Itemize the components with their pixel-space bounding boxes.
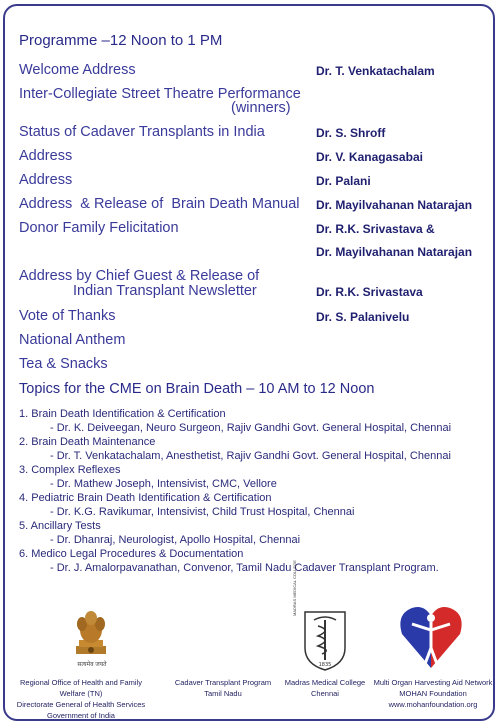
topic-speaker: - Dr. J. Amalorpavanathan, Convenor, Tamil Nadu Cadaver Transplant Program. <box>50 562 439 574</box>
programme-item: Address <box>19 148 73 164</box>
programme-speaker: Dr. V. Kanagasabai <box>316 150 423 164</box>
seal-year: 1835 <box>318 662 332 668</box>
programme-item-continued: Indian Transplant Newsletter <box>73 283 257 299</box>
programme-item: Address <box>19 172 73 188</box>
emblem-motto: सत्यमेव जयते <box>77 662 107 668</box>
ashoka-emblem-icon <box>68 606 114 668</box>
topic-title: 1. Brain Death Identification & Certification <box>19 408 226 420</box>
topic-speaker: - Dr. Mathew Joseph, Intensivist, CMC, Vellore <box>50 478 277 490</box>
programme-item: Inter-Collegiate Street Theatre Performance <box>19 86 301 102</box>
programme-speaker: Dr. Mayilvahanan Natarajan <box>316 198 473 212</box>
footer-org-ctp: Cadaver Transplant Program Tamil Nadu <box>174 678 272 698</box>
topic-speaker: - Dr. T. Venkatachalam, Anesthetist, Rajiv Gandhi Govt. General Hospital, Chennai <box>50 450 451 462</box>
topic-speaker: - Dr. Dhanraj, Neurologist, Apollo Hospital, Chennai <box>50 534 301 546</box>
programme-speaker: Dr. S. Palanivelu <box>316 310 410 324</box>
madras-medical-college-seal-icon <box>300 608 350 672</box>
programme-item: Status of Cadaver Transplants in India <box>19 124 265 140</box>
programme-item: Address by Chief Guest & Release of <box>19 268 260 284</box>
programme-item: Welcome Address <box>19 62 136 78</box>
programme-speaker-continued: Dr. Mayilvahanan Natarajan <box>316 245 473 259</box>
topic-title: 2. Brain Death Maintenance <box>19 436 156 448</box>
programme-speaker: Dr. Palani <box>316 174 371 188</box>
topic-title: 4. Pediatric Brain Death Identification & Certification <box>19 492 272 504</box>
seal-text: MADRAS MEDICAL COLLEGE <box>292 560 297 616</box>
programme-speaker: Dr. R.K. Srivastava <box>316 285 423 299</box>
programme-heading: Programme –12 Noon to 1 PM <box>19 32 223 49</box>
footer-org-gov: Regional Office of Health and Family Welfare (TN) Directorate General of Health Services Government of India <box>16 678 146 720</box>
footer-org-mohan: Multi Organ Harvesting Aid Network MOHAN Foundation www.mohanfoundation.org <box>373 678 493 709</box>
topic-speaker: - Dr. K.G. Ravikumar, Intensivist, Child Trust Hospital, Chennai <box>50 506 355 518</box>
cme-heading: Topics for the CME on Brain Death – 10 AM to 12 Noon <box>19 381 375 397</box>
topic-title: 3. Complex Reflexes <box>19 464 121 476</box>
footer-org-mmc: Madras Medical College Chennai <box>284 678 366 698</box>
programme-speaker: Dr. T. Venkatachalam <box>316 64 435 78</box>
programme-item: Tea & Snacks <box>19 356 108 372</box>
programme-speaker: Dr. R.K. Srivastava & <box>316 222 435 236</box>
programme-item: Vote of Thanks <box>19 308 116 324</box>
programme-item: National Anthem <box>19 332 126 348</box>
programme-speaker: Dr. S. Shroff <box>316 126 386 140</box>
topic-speaker: - Dr. K. Deiveegan, Neuro Surgeon, Rajiv Gandhi Govt. General Hospital, Chennai <box>50 422 452 434</box>
programme-item-continued: (winners) <box>231 100 291 116</box>
topic-title: 5. Ancillary Tests <box>19 520 101 532</box>
programme-item: Address & Release of Brain Death Manual <box>19 196 300 212</box>
mohan-heart-logo-icon <box>398 604 464 670</box>
programme-item: Donor Family Felicitation <box>19 220 179 236</box>
topic-title: 6. Medico Legal Procedures & Documentation <box>19 548 244 560</box>
